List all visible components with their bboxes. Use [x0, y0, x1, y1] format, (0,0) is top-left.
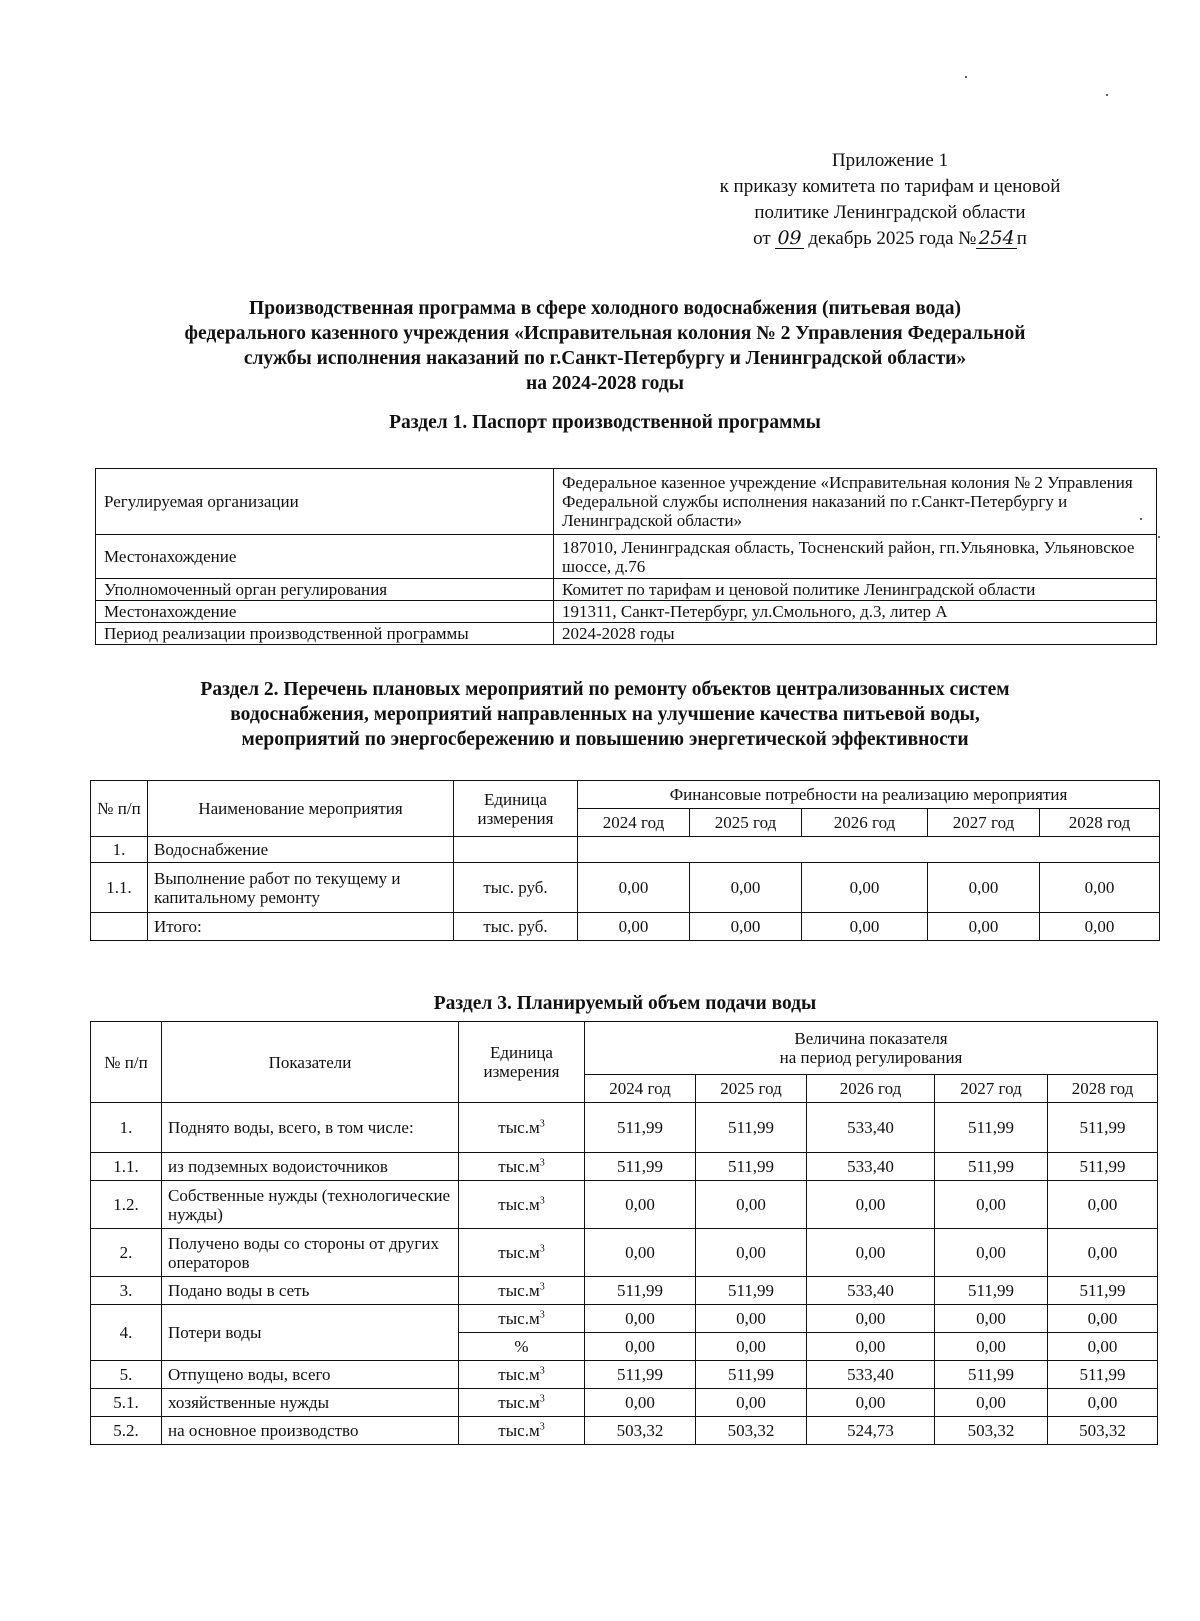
- table-header-row: [91, 781, 1160, 809]
- unit-base: тыс.м: [498, 1365, 540, 1384]
- date-prefix: от: [753, 228, 771, 249]
- row-value: 0,00: [696, 1389, 807, 1417]
- row-value: 524,73: [807, 1417, 935, 1445]
- table-row: [91, 1305, 1158, 1333]
- header-year: 2024 год: [585, 1075, 696, 1103]
- row-values-empty: [578, 837, 1160, 863]
- header-year: 2027 год: [928, 809, 1040, 837]
- header-value-line2: на период регулирования: [779, 1048, 963, 1067]
- row-value: 0,00: [802, 913, 928, 941]
- appendix-block: [640, 148, 1140, 252]
- row-name: Получено воды со стороны от других операторов: [162, 1229, 459, 1277]
- table-row: [91, 913, 1160, 941]
- row-value: 0,00: [807, 1333, 935, 1361]
- scan-speck: [965, 76, 967, 78]
- row-name: Потери воды: [162, 1305, 459, 1361]
- row-value: 0,00: [935, 1181, 1048, 1229]
- row-unit: тыс. руб.: [454, 863, 578, 913]
- row-unit: %: [459, 1333, 585, 1361]
- header-unit: Единица измерения: [459, 1022, 585, 1103]
- row-value: 511,99: [935, 1153, 1048, 1181]
- row-value: 0,00: [928, 863, 1040, 913]
- header-unit: Единица измерения: [454, 781, 578, 837]
- row-value: 533,40: [807, 1361, 935, 1389]
- unit-base: тыс.м: [498, 1393, 540, 1412]
- row-value: 503,32: [935, 1417, 1048, 1445]
- row-value: 511,99: [585, 1361, 696, 1389]
- row-value: 511,99: [585, 1153, 696, 1181]
- row-num: 3.: [91, 1277, 162, 1305]
- row-num: 2.: [91, 1229, 162, 1277]
- row-value: 0,00: [807, 1229, 935, 1277]
- row-unit: [454, 837, 578, 863]
- row-value: 511,99: [696, 1103, 807, 1153]
- row-value: 533,40: [807, 1277, 935, 1305]
- row-name: на основное производство: [162, 1417, 459, 1445]
- section2-title-line2: водоснабжения, мероприятий направленных на улучшение качества питьевой воды,: [230, 704, 980, 725]
- row-value: 0,00: [1048, 1229, 1158, 1277]
- header-num: № п/п: [91, 781, 148, 837]
- header-num: № п/п: [91, 1022, 162, 1103]
- header-year: 2024 год: [578, 809, 690, 837]
- unit-exponent: 3: [539, 1157, 545, 1169]
- row-value: 0,00: [585, 1333, 696, 1361]
- passport-value: 191311, Санкт-Петербург, ул.Смольного, д.3, литер А: [554, 601, 1157, 623]
- row-value: 0,00: [935, 1333, 1048, 1361]
- table-header-row: [91, 1022, 1158, 1075]
- row-unit: [459, 1305, 585, 1333]
- row-num: 1.: [91, 1103, 162, 1153]
- unit-exponent: 3: [539, 1281, 545, 1293]
- header-name: Показатели: [162, 1022, 459, 1103]
- row-name: Итого:: [148, 913, 454, 941]
- row-unit: [459, 1153, 585, 1181]
- title-line2: федерального казенного учреждения «Исправительная колония № 2 Управления Федеральной: [184, 323, 1026, 344]
- passport-value: Комитет по тарифам и ценовой политике Ленинградской области: [554, 579, 1157, 601]
- header-year: 2026 год: [802, 809, 928, 837]
- row-num: 5.2.: [91, 1417, 162, 1445]
- header-year: 2025 год: [690, 809, 802, 837]
- table-row: [96, 535, 1157, 579]
- row-value: 0,00: [802, 863, 928, 913]
- row-value: 0,00: [1040, 913, 1160, 941]
- header-value-line1: Величина показателя: [794, 1029, 948, 1048]
- row-name: Водоснабжение: [148, 837, 454, 863]
- passport-label: Местонахождение: [96, 601, 554, 623]
- row-name: Отпущено воды, всего: [162, 1361, 459, 1389]
- row-value: 511,99: [1048, 1153, 1158, 1181]
- unit-exponent: 3: [539, 1421, 545, 1433]
- header-year: 2025 год: [696, 1075, 807, 1103]
- row-value: 0,00: [1048, 1389, 1158, 1417]
- row-name: Выполнение работ по текущему и капитальному ремонту: [148, 863, 454, 913]
- row-value: 0,00: [585, 1305, 696, 1333]
- section2-title-line3: мероприятий по энергосбережению и повышению энергетической эффективности: [241, 729, 969, 750]
- row-value: 0,00: [1048, 1305, 1158, 1333]
- row-value: 0,00: [935, 1389, 1048, 1417]
- table-row: [91, 1181, 1158, 1229]
- document-title: [80, 296, 1130, 396]
- passport-label: Период реализации производственной программы: [96, 623, 554, 645]
- water-volume-table: [90, 1021, 1158, 1445]
- table-row: [91, 1361, 1158, 1389]
- row-num: 1.2.: [91, 1181, 162, 1229]
- unit-base: тыс.м: [498, 1243, 540, 1262]
- passport-label: Регулируемая организации: [96, 469, 554, 535]
- unit-base: тыс.м: [498, 1281, 540, 1300]
- unit-base: тыс.м: [498, 1309, 540, 1328]
- row-value: 0,00: [807, 1389, 935, 1417]
- water-volume-body: [91, 1103, 1158, 1445]
- unit-base: тыс.м: [498, 1195, 540, 1214]
- unit-exponent: 3: [539, 1365, 545, 1377]
- table-row: [96, 469, 1157, 535]
- scan-speck: [1140, 518, 1142, 520]
- row-num: 1.: [91, 837, 148, 863]
- date-suffix: п: [1016, 228, 1027, 249]
- row-name: Поднято воды, всего, в том числе:: [162, 1103, 459, 1153]
- row-value: 0,00: [807, 1181, 935, 1229]
- row-value: 503,32: [1048, 1417, 1158, 1445]
- row-num: 4.: [91, 1305, 162, 1361]
- unit-exponent: 3: [539, 1393, 545, 1405]
- row-value: 503,32: [696, 1417, 807, 1445]
- header-year: 2026 год: [807, 1075, 935, 1103]
- title-line3: службы исполнения наказаний по г.Санкт-Петербургу и Ленинградской области»: [243, 348, 967, 369]
- appendix-line3: политике Ленинградской области: [754, 202, 1026, 223]
- table-row: [91, 1103, 1158, 1153]
- passport-value: 2024-2028 годы: [554, 623, 1157, 645]
- header-year: 2028 год: [1040, 809, 1160, 837]
- header-value: [585, 1022, 1158, 1075]
- row-num: 5.: [91, 1361, 162, 1389]
- header-year: 2028 год: [1048, 1075, 1158, 1103]
- row-value: 511,99: [935, 1103, 1048, 1153]
- row-value: 0,00: [1048, 1181, 1158, 1229]
- row-value: 511,99: [696, 1361, 807, 1389]
- row-value: 0,00: [585, 1389, 696, 1417]
- row-value: 0,00: [696, 1333, 807, 1361]
- row-num: 1.1.: [91, 863, 148, 913]
- row-unit: [459, 1389, 585, 1417]
- passport-label: Местонахождение: [96, 535, 554, 579]
- unit-base: тыс.м: [498, 1421, 540, 1440]
- row-value: 0,00: [935, 1229, 1048, 1277]
- passport-label: Уполномоченный орган регулирования: [96, 579, 554, 601]
- row-value: 0,00: [585, 1229, 696, 1277]
- row-value: 511,99: [1048, 1103, 1158, 1153]
- date-middle: декабрь 2025 года №: [808, 228, 977, 249]
- row-value: 0,00: [578, 863, 690, 913]
- title-line4: на 2024-2028 годы: [526, 373, 684, 394]
- row-value: 511,99: [935, 1277, 1048, 1305]
- passport-value: Федеральное казенное учреждение «Исправительная колония № 2 Управления Федеральной службы исполнения наказаний по г.Санкт-Петербургу и Ленинградской области»: [554, 469, 1157, 535]
- row-name: Подано воды в сеть: [162, 1277, 459, 1305]
- table-row: [91, 863, 1160, 913]
- title-line1: Производственная программа в сфере холодного водоснабжения (питьевая вода): [249, 298, 961, 319]
- unit-exponent: 3: [539, 1243, 545, 1255]
- unit-exponent: 3: [539, 1309, 545, 1321]
- row-value: 0,00: [690, 863, 802, 913]
- table-row: [96, 601, 1157, 623]
- row-name: из подземных водоисточников: [162, 1153, 459, 1181]
- order-number-handwritten: 254: [978, 227, 1015, 249]
- row-value: 0,00: [696, 1229, 807, 1277]
- section2-title: [80, 677, 1130, 752]
- row-unit: [459, 1277, 585, 1305]
- row-value: 0,00: [1048, 1333, 1158, 1361]
- unit-base: тыс.м: [498, 1118, 540, 1137]
- header-year: 2027 год: [935, 1075, 1048, 1103]
- scan-speck: [1106, 94, 1108, 96]
- row-value: 511,99: [696, 1153, 807, 1181]
- row-value: 533,40: [807, 1153, 935, 1181]
- row-unit: [459, 1103, 585, 1153]
- row-unit: [459, 1229, 585, 1277]
- date-day-handwritten: 09: [777, 227, 802, 249]
- row-value: 0,00: [578, 913, 690, 941]
- table-row: [91, 1277, 1158, 1305]
- table-row: [91, 837, 1160, 863]
- row-value: 511,99: [1048, 1277, 1158, 1305]
- row-value: 503,32: [585, 1417, 696, 1445]
- header-finance: Финансовые потребности на реализацию мероприятия: [578, 781, 1160, 809]
- scan-speck: [1158, 536, 1160, 538]
- table-row: [91, 1389, 1158, 1417]
- unit-base: тыс.м: [498, 1157, 540, 1176]
- measures-table: [90, 780, 1160, 941]
- appendix-line1: Приложение 1: [831, 150, 949, 171]
- table-row: [96, 579, 1157, 601]
- passport-table: [95, 468, 1157, 645]
- row-name: Собственные нужды (технологические нужды): [162, 1181, 459, 1229]
- row-value: 0,00: [696, 1305, 807, 1333]
- table-row: [91, 1153, 1158, 1181]
- row-name: хозяйственные нужды: [162, 1389, 459, 1417]
- section2-title-line1: Раздел 2. Перечень плановых мероприятий по ремонту объектов централизованных систем: [200, 679, 1010, 700]
- passport-value: 187010, Ленинградская область, Тосненский район, гп.Ульяновка, Ульяновское шоссе, д.76: [554, 535, 1157, 579]
- unit-exponent: 3: [539, 1195, 545, 1207]
- appendix-line2: к приказу комитета по тарифам и ценовой: [719, 176, 1061, 197]
- row-value: 0,00: [935, 1305, 1048, 1333]
- row-unit: [459, 1417, 585, 1445]
- appendix-date-line: [640, 226, 1140, 252]
- header-name: Наименование мероприятия: [148, 781, 454, 837]
- row-num: 5.1.: [91, 1389, 162, 1417]
- row-value: 0,00: [807, 1305, 935, 1333]
- section1-title: Раздел 1. Паспорт производственной программы: [389, 412, 821, 433]
- row-value: 511,99: [585, 1277, 696, 1305]
- table-row: [91, 1417, 1158, 1445]
- row-value: 511,99: [1048, 1361, 1158, 1389]
- row-value: 0,00: [690, 913, 802, 941]
- section3-title: Раздел 3. Планируемый объем подачи воды: [433, 993, 817, 1014]
- row-num: [91, 913, 148, 941]
- row-value: 0,00: [928, 913, 1040, 941]
- row-unit: [459, 1361, 585, 1389]
- unit-exponent: 3: [539, 1118, 545, 1130]
- table-row: [91, 1229, 1158, 1277]
- row-num: 1.1.: [91, 1153, 162, 1181]
- row-value: 533,40: [807, 1103, 935, 1153]
- row-value: 0,00: [1040, 863, 1160, 913]
- row-value: 0,00: [585, 1181, 696, 1229]
- row-value: 511,99: [585, 1103, 696, 1153]
- row-value: 511,99: [935, 1361, 1048, 1389]
- row-unit: тыс. руб.: [454, 913, 578, 941]
- table-row: [96, 623, 1157, 645]
- row-value: 0,00: [696, 1181, 807, 1229]
- row-unit: [459, 1181, 585, 1229]
- row-value: 511,99: [696, 1277, 807, 1305]
